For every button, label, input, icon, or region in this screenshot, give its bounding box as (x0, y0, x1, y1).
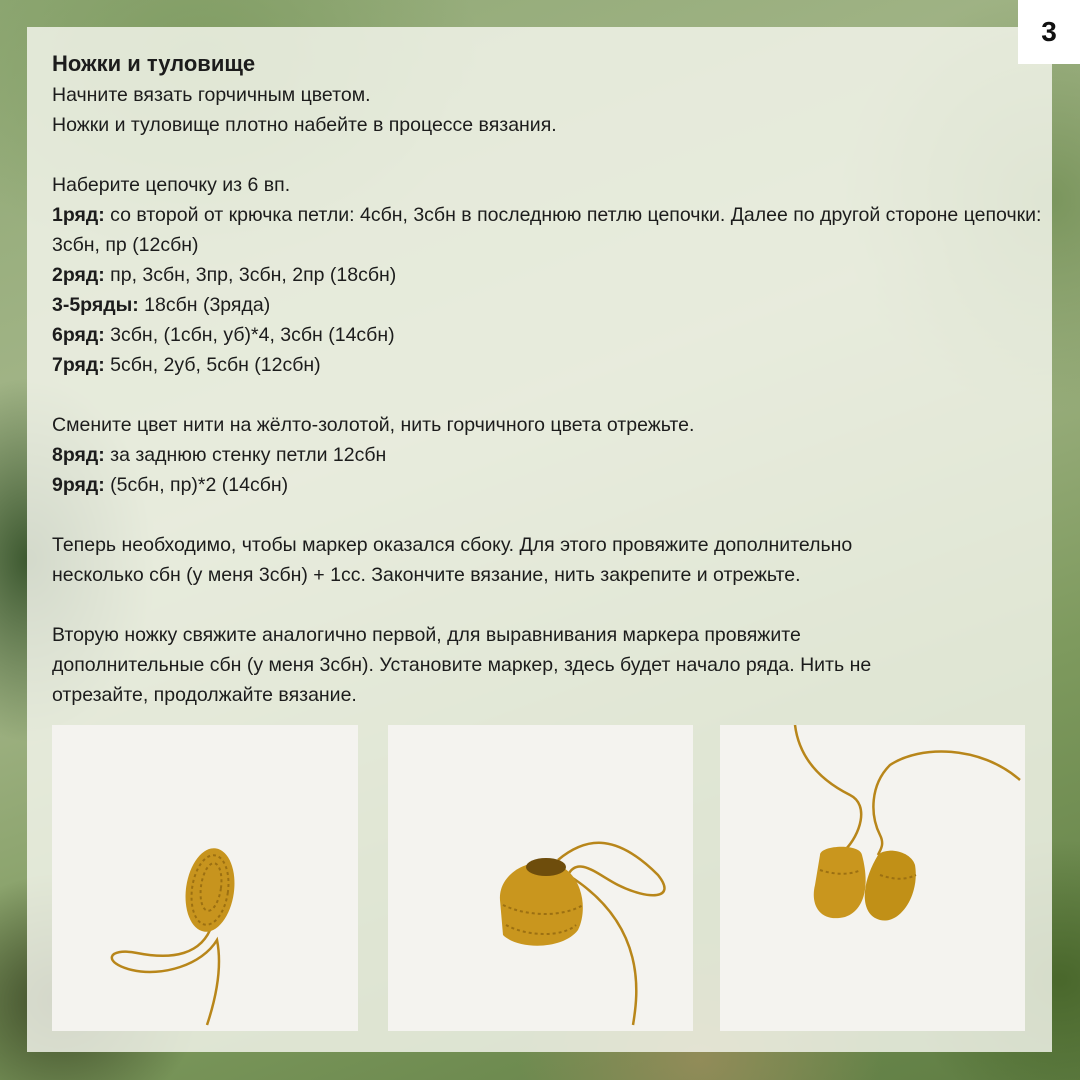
row-label: 2ряд: (52, 264, 105, 286)
marker-line-1: Теперь необходимо, чтобы маркер оказался сбоку. Для этого провяжите дополнительно (52, 534, 853, 556)
crochet-oval-base-icon (52, 725, 358, 1031)
row-label: 9ряд: (52, 474, 105, 496)
row-8 (52, 440, 1042, 470)
row-text: 18сбн (3ряда) (138, 294, 271, 316)
chain-instruction: Наберите цепочку из 6 вп. (52, 174, 291, 196)
crochet-two-legs-icon (720, 725, 1025, 1031)
row-label: 7ряд: (52, 354, 105, 376)
row-label: 3-5ряды: (52, 294, 139, 316)
page-number: 3 (1018, 0, 1080, 64)
marker-line-2: несколько сбн (у меня 3сбн) + 1сс. Закончите вязание, нить закрепите и отрежьте. (52, 564, 801, 586)
row-2 (52, 260, 1042, 290)
second-leg-line-2: дополнительные сбн (у меня 3сбн). Установите маркер, здесь будет начало ряда. Нить не (52, 654, 872, 676)
second-leg-line-3: отрезайте, продолжайте вязание. (52, 684, 357, 706)
crochet-foot-cup-icon (388, 725, 693, 1031)
section-title: Ножки и туловище (52, 51, 256, 76)
row-9 (52, 470, 1042, 500)
color-change-instruction: Смените цвет нити на жёлто-золотой, нить горчичного цвета отрежьте. (52, 414, 695, 436)
instructions-text (52, 48, 1042, 710)
row-text: (5сбн, пр)*2 (14сбн) (104, 474, 289, 496)
crochet-oval-base-photo (52, 725, 358, 1031)
row-label: 1ряд: (52, 204, 105, 226)
row-1 (52, 200, 1042, 260)
crochet-foot-cup-photo (388, 725, 693, 1031)
crochet-two-legs-photo (720, 725, 1025, 1031)
row-text: пр, 3сбн, 3пр, 3сбн, 2пр (18сбн) (104, 264, 397, 286)
row-7 (52, 350, 1042, 380)
second-leg-line-1: Вторую ножку свяжите аналогично первой, для выравнивания маркера провяжите (52, 624, 801, 646)
row-text: 3сбн, (1сбн, уб)*4, 3сбн (14сбн) (104, 324, 395, 346)
row-label: 8ряд: (52, 444, 105, 466)
row-6 (52, 320, 1042, 350)
row-label: 6ряд: (52, 324, 105, 346)
intro-line-1: Начните вязать горчичным цветом. (52, 84, 371, 106)
row-text: 5сбн, 2уб, 5сбн (12сбн) (104, 354, 321, 376)
row-3-5 (52, 290, 1042, 320)
intro-line-2: Ножки и туловище плотно набейте в процессе вязания. (52, 114, 557, 136)
row-text: со второй от крючка петли: 4сбн, 3сбн в последнюю петлю цепочки. Далее по другой стороне цепочки: 3сбн, пр (12сбн) (52, 204, 1042, 256)
row-text: за заднюю стенку петли 12сбн (104, 444, 387, 466)
